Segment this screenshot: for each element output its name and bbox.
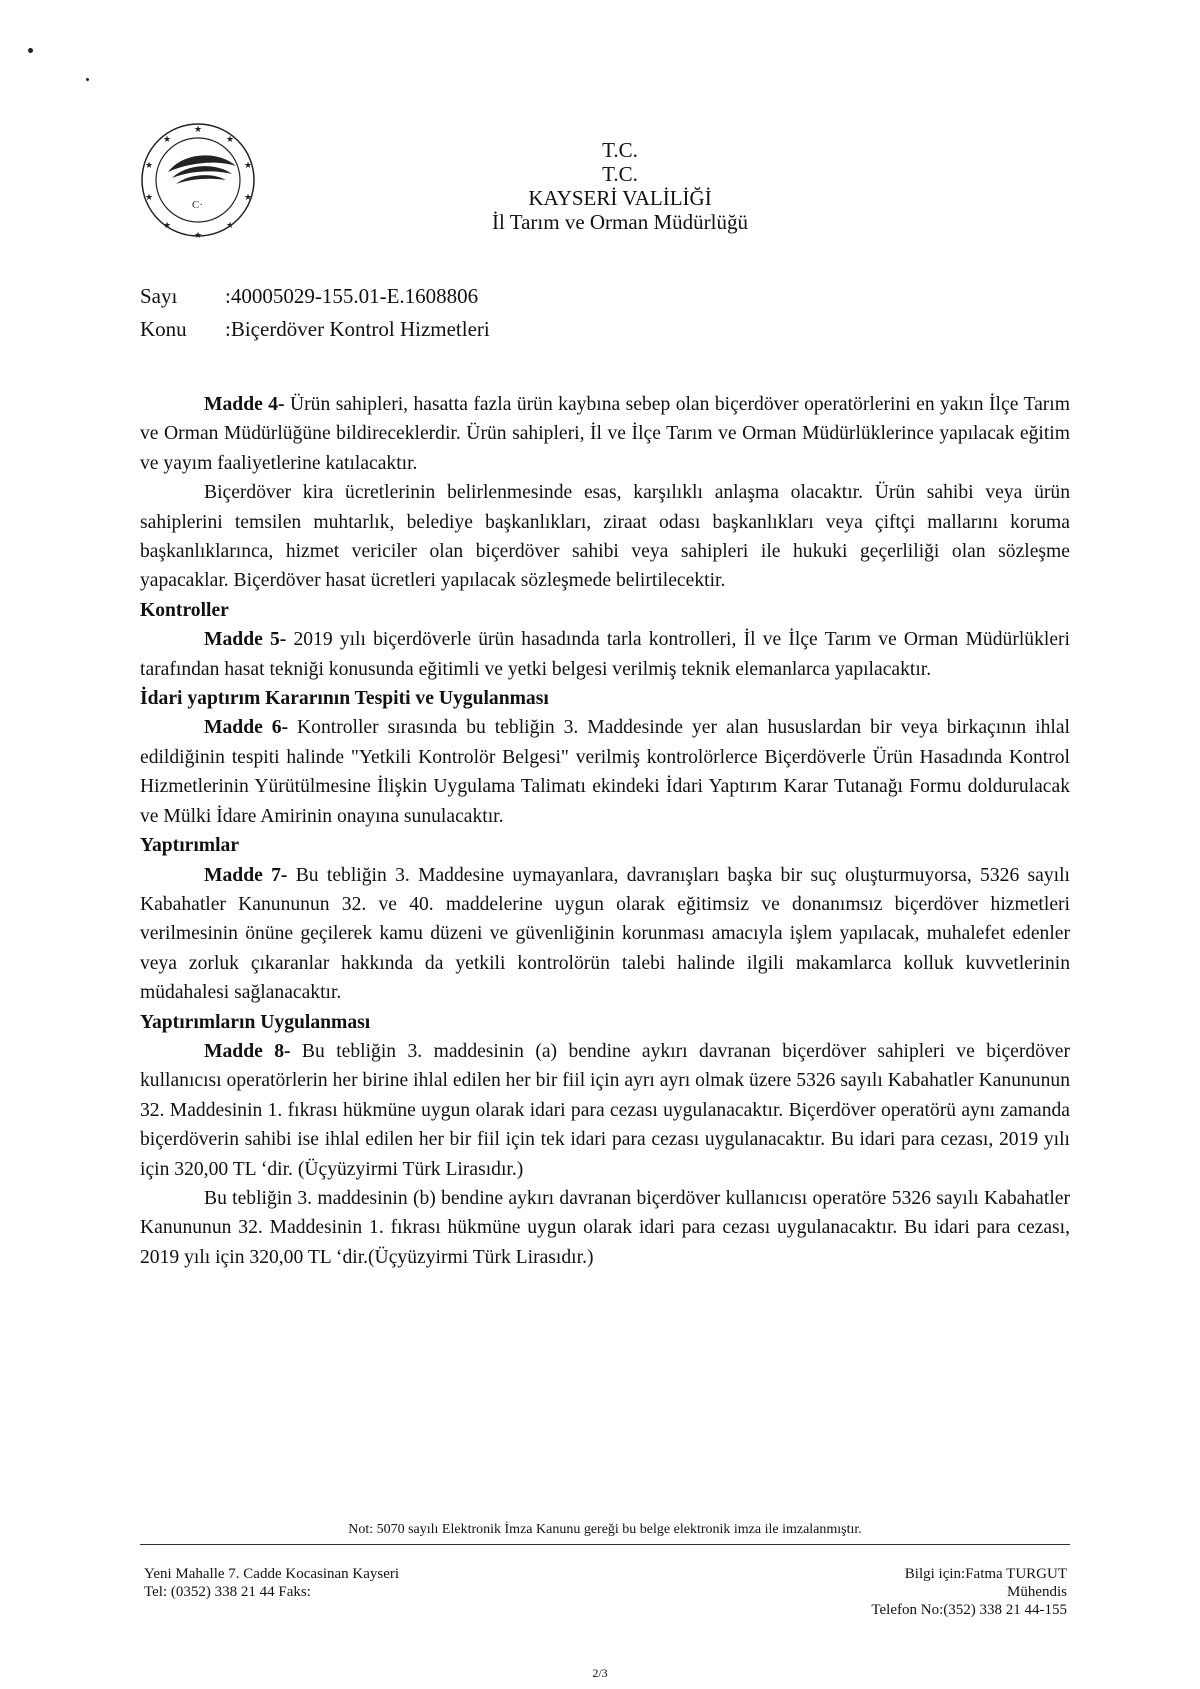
svg-text:★: ★: [163, 220, 172, 230]
madde-6-label: Madde 6-: [204, 717, 289, 739]
madde-8: [140, 1037, 1070, 1184]
madde-7: [140, 861, 1070, 1008]
madde-8-paragraph-2: Bu tebliğin 3. maddesinin (b) bendine aykırı davranan biçerdöver kullanıcısı operatöre 5326 sayılı Kabahatler Kanununun 32. Maddesinin 1. fıkrası hükmüne uygun olarak idari para cezası uygulanacaktır. Bu idari para cezası, 2019 yılı için 320,00 TL ‘dir.(Üçyüzyirmi Türk Lirasıdır.): [140, 1187, 1070, 1268]
madde-6-text: Kontroller sırasında bu tebliğin 3. Maddesinde yer alan hususlardan bir veya birkaçının ihlal edildiğinin tespiti halinde "Yetkili Kontrolör Belgesi" verilmiş kontrolörlerce Biçerdöverle Ürün Hasadında Kontrol Hizmetlerinin Yürütülmesine İlişkin Uygulama Talimatı ekindeki İdari Yaptırım Karar Tutanağı Formu doldurulacak ve Mülki İdare Amirinin onayına sunulacaktır.: [140, 717, 1070, 827]
heading-idari-yaptirim: İdari yaptırım Kararının Tespiti ve Uygulanması: [140, 688, 549, 710]
page-number: 2/3: [592, 1666, 608, 1680]
madde-4-label: Madde 4-: [204, 394, 285, 415]
madde-7-text: Bu tebliğin 3. Maddesine uymayanlara, davranışları başka bir suç oluşturmuyorsa, 5326 sayılı Kabahatler Kanununun 32. ve 40. maddelerine uygun olarak eğitimsiz ve donanımsız biçerdöver hizmetleri verilmesinin önüne geçilerek kamu düzeni ve güvenliğinin korunması amacıyla işlem yapılacak, muhalefet edenler veya zorluk çıkaranlar hakkında da yetkili kontrolörün talebi halinde ilgili makamlarca kolluk kuvvetlerinin müdahalesi sağlanacaktır.: [140, 864, 1070, 1004]
madde-6: [140, 713, 1070, 831]
scan-speck: [86, 78, 89, 81]
svg-text:★: ★: [163, 134, 172, 144]
footer-contact-title: Mühendis: [1007, 1584, 1067, 1600]
footer-phone-line: Tel: (0352) 338 21 44 Faks:: [144, 1584, 311, 1600]
footer-address-line: Yeni Mahalle 7. Cadde Kocasinan Kayseri: [144, 1566, 400, 1582]
letterhead: [455, 138, 785, 234]
svg-text:★: ★: [145, 192, 154, 202]
footer-contact-name: Bilgi için:Fatma TURGUT: [904, 1566, 1067, 1582]
heading-kontroller: Kontroller: [140, 599, 229, 621]
madde-8-label: Madde 8-: [204, 1040, 291, 1062]
madde-5-text: 2019 yılı biçerdöverle ürün hasadında tarla kontrolleri, İl ve İlçe Tarım ve Orman Müdürlükleri tarafından hasat tekniği konusunda eğitimli ve yetki belgesi verilmiş teknik elemanlarca yapılacaktır.: [140, 629, 1070, 680]
ministry-seal-icon: [138, 120, 258, 240]
madde-4-paragraph-2: Biçerdöver kira ücretlerinin belirlenmesinde esas, karşılıklı anlaşma olacaktır. Ürün sahibi veya ürün sahiplerini temsilen muhtarlık, belediye başkanlıkları, ziraat odası başkanlıkları veya çiftçi mallarını koruma başkanlıklarınca, hizmet vericiler olan biçerdöver sahibi veya sahipleri ile hukuki geçerliliği olan sözleşme yapacaklar. Biçerdöver hasat ücretleri yapılacak sözleşmede belirtilecektir.: [140, 482, 1070, 592]
document-meta: [140, 280, 490, 346]
header-line-tc: T.C.: [602, 138, 638, 162]
footer-divider: [140, 1544, 1070, 1545]
madde-7-label: Madde 7-: [204, 864, 288, 886]
madde-4: [140, 390, 1070, 478]
madde-5: [140, 625, 1070, 684]
heading-yaptirimlarin-uygulanmasi: Yaptırımların Uygulanması: [140, 1011, 371, 1033]
header-line-tc-2: T.C.: [602, 162, 638, 186]
heading-yaptirimlar: Yaptırımlar: [140, 835, 240, 857]
svg-text:★: ★: [226, 134, 235, 144]
svg-text:★: ★: [194, 230, 203, 240]
e-signature-note: Not: 5070 sayılı Elektronik İmza Kanunu gereği bu belge elektronik imza ile imzalanmıştır.: [348, 1522, 862, 1537]
scan-speck: [28, 48, 33, 53]
document-body: [140, 390, 1070, 1272]
svg-text:C·: C·: [192, 199, 203, 211]
madde-5-label: Madde 5-: [204, 629, 287, 651]
svg-text:★: ★: [145, 160, 154, 170]
sayi-label: Sayı: [140, 284, 178, 308]
svg-text:★: ★: [226, 220, 235, 230]
madde-8-text: Bu tebliğin 3. maddesinin (a) bendine aykırı davranan biçerdöver sahipleri ve biçerdöver kullanıcısı operatörlerin her birine ihlal edilen her bir fiil için ayrı ayrı olmak üzere 5326 sayılı Kabahatler Kanununun 32. Maddesinin 1. fıkrası hükmüne uygun olarak idari para cezası uygulanacaktır. Biçerdöver operatörü aynı zamanda biçerdöverin sahibi ise ihlal edilen her bir fiil için tek idari para cezası uygulanacaktır. Bu idari para cezası, 2019 yılı için 320,00 TL ‘dir. (Üçyüzyirmi Türk Lirasıdır.): [140, 1040, 1070, 1180]
konu-value: :Biçerdöver Kontrol Hizmetleri: [225, 317, 490, 341]
sayi-row: [140, 280, 490, 313]
konu-label: Konu: [140, 317, 187, 341]
svg-text:★: ★: [194, 124, 203, 134]
svg-text:★: ★: [244, 192, 253, 202]
svg-text:★: ★: [244, 160, 253, 170]
madde-4-text: Ürün sahipleri, hasatta fazla ürün kaybına sebep olan biçerdöver operatörlerini en yakın İlçe Tarım ve Orman Müdürlüğüne bildireceklerdir. Ürün sahipleri, İl ve İlçe Tarım ve Orman Müdürlüklerince yapılacak eğitim ve yayım faaliyetlerine katılacaktır.: [140, 394, 1070, 474]
footer-address: [144, 1565, 399, 1601]
header-directorate: İl Tarım ve Orman Müdürlüğü: [492, 210, 748, 234]
konu-row: [140, 313, 490, 346]
footer-contact-phone: Telefon No:(352) 338 21 44-155: [871, 1602, 1067, 1618]
sayi-value: :40005029-155.01-E.1608806: [225, 284, 479, 308]
footer-contact: [871, 1565, 1067, 1619]
header-governorship: KAYSERİ VALİLİĞİ: [528, 186, 712, 210]
